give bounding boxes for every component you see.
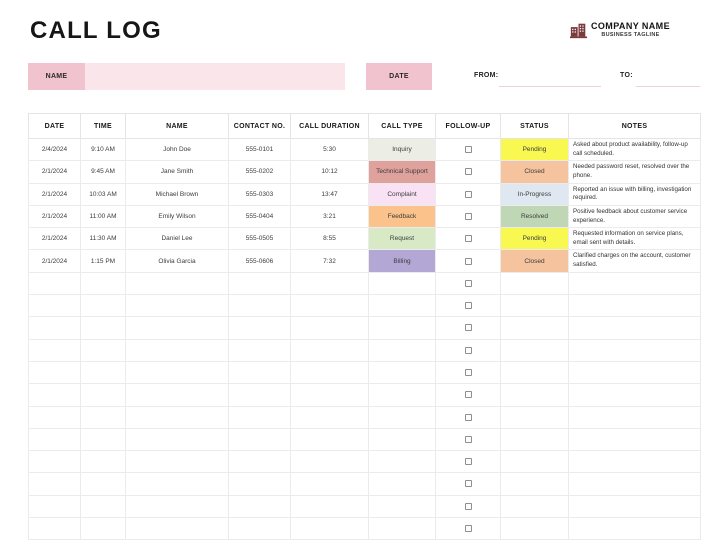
empty-cell-date[interactable] xyxy=(29,317,81,339)
cell-date[interactable]: 2/4/2024 xyxy=(29,139,81,161)
cell-duration[interactable]: 10:12 xyxy=(291,161,369,183)
empty-cell-status[interactable] xyxy=(501,406,569,428)
cell-follow-up xyxy=(436,317,501,339)
empty-table-row xyxy=(29,495,701,517)
empty-cell-time[interactable] xyxy=(81,384,126,406)
empty-table-row xyxy=(29,451,701,473)
cell-follow-up xyxy=(436,406,501,428)
empty-cell-status[interactable] xyxy=(501,361,569,383)
cell-time[interactable]: 1:15 PM xyxy=(81,250,126,272)
empty-cell-date[interactable] xyxy=(29,339,81,361)
empty-cell-notes[interactable] xyxy=(569,361,701,383)
cell-notes[interactable]: Requested information on service plans, email sent with details. xyxy=(569,228,701,250)
empty-cell-notes[interactable] xyxy=(569,272,701,294)
empty-cell-duration[interactable] xyxy=(291,361,369,383)
empty-cell-time[interactable] xyxy=(81,339,126,361)
cell-time[interactable]: 9:10 AM xyxy=(81,139,126,161)
col-header-call-type: CALL TYPE xyxy=(369,114,436,139)
cell-time[interactable]: 9:45 AM xyxy=(81,161,126,183)
empty-cell-status[interactable] xyxy=(501,473,569,495)
cell-date[interactable]: 2/1/2024 xyxy=(29,183,81,205)
empty-cell-contact[interactable] xyxy=(229,518,291,540)
date-filter-label: DATE xyxy=(366,63,432,90)
empty-cell-call-type[interactable] xyxy=(369,295,436,317)
empty-cell-time[interactable] xyxy=(81,451,126,473)
cell-call-type[interactable]: Feedback xyxy=(369,205,436,227)
empty-cell-date[interactable] xyxy=(29,384,81,406)
cell-status[interactable]: Closed xyxy=(501,161,569,183)
cell-follow-up xyxy=(436,339,501,361)
empty-cell-name[interactable] xyxy=(126,495,229,517)
follow-up-checkbox[interactable] xyxy=(465,302,472,309)
empty-cell-date[interactable] xyxy=(29,473,81,495)
empty-cell-duration[interactable] xyxy=(291,317,369,339)
cell-notes[interactable]: Clarified charges on the account, customer satisfied. xyxy=(569,250,701,272)
cell-follow-up xyxy=(436,473,501,495)
cell-status[interactable]: Closed xyxy=(501,250,569,272)
empty-cell-status[interactable] xyxy=(501,295,569,317)
empty-cell-name[interactable] xyxy=(126,384,229,406)
follow-up-checkbox[interactable] xyxy=(465,458,472,465)
cell-contact[interactable]: 555-0303 xyxy=(229,183,291,205)
empty-table-row xyxy=(29,317,701,339)
col-header-contact-no: CONTACT NO. xyxy=(229,114,291,139)
empty-cell-status[interactable] xyxy=(501,384,569,406)
empty-cell-call-type[interactable] xyxy=(369,317,436,339)
cell-duration[interactable]: 7:32 xyxy=(291,250,369,272)
cell-call-type[interactable]: Complaint xyxy=(369,183,436,205)
empty-cell-status[interactable] xyxy=(501,518,569,540)
empty-table-row xyxy=(29,339,701,361)
empty-cell-duration[interactable] xyxy=(291,518,369,540)
empty-cell-call-type[interactable] xyxy=(369,518,436,540)
cell-call-type[interactable]: Request xyxy=(369,228,436,250)
col-header-status: STATUS xyxy=(501,114,569,139)
empty-cell-notes[interactable] xyxy=(569,495,701,517)
table-row xyxy=(29,250,701,272)
empty-cell-contact[interactable] xyxy=(229,495,291,517)
empty-cell-name[interactable] xyxy=(126,473,229,495)
empty-table-row xyxy=(29,361,701,383)
empty-cell-notes[interactable] xyxy=(569,339,701,361)
empty-cell-duration[interactable] xyxy=(291,495,369,517)
brand-text xyxy=(591,21,670,38)
empty-cell-date[interactable] xyxy=(29,451,81,473)
empty-cell-duration[interactable] xyxy=(291,339,369,361)
cell-follow-up xyxy=(436,139,501,161)
cell-date[interactable]: 2/1/2024 xyxy=(29,205,81,227)
name-filter-label: NAME xyxy=(28,63,85,90)
empty-table-row xyxy=(29,473,701,495)
empty-cell-time[interactable] xyxy=(81,473,126,495)
empty-cell-name[interactable] xyxy=(126,406,229,428)
empty-cell-contact[interactable] xyxy=(229,451,291,473)
empty-cell-name[interactable] xyxy=(126,272,229,294)
page-title: CALL LOG xyxy=(30,17,162,44)
empty-cell-name[interactable] xyxy=(126,317,229,339)
cell-notes[interactable]: Asked about product availability, follow-up call scheduled. xyxy=(569,139,701,161)
empty-cell-date[interactable] xyxy=(29,361,81,383)
empty-cell-time[interactable] xyxy=(81,295,126,317)
cell-duration[interactable]: 5:30 xyxy=(291,139,369,161)
name-input-field[interactable] xyxy=(85,63,345,90)
empty-cell-status[interactable] xyxy=(501,339,569,361)
cell-follow-up xyxy=(436,384,501,406)
cell-call-type[interactable]: Billing xyxy=(369,250,436,272)
empty-cell-time[interactable] xyxy=(81,272,126,294)
cell-contact[interactable]: 555-0404 xyxy=(229,205,291,227)
follow-up-checkbox[interactable] xyxy=(465,525,472,532)
follow-up-checkbox[interactable] xyxy=(465,414,472,421)
empty-cell-notes[interactable] xyxy=(569,451,701,473)
follow-up-checkbox[interactable] xyxy=(465,347,472,354)
follow-up-checkbox[interactable] xyxy=(465,280,472,287)
cell-duration[interactable]: 3:21 xyxy=(291,205,369,227)
empty-cell-contact[interactable] xyxy=(229,272,291,294)
from-label: FROM: xyxy=(474,72,499,79)
empty-cell-name[interactable] xyxy=(126,295,229,317)
empty-cell-duration[interactable] xyxy=(291,272,369,294)
empty-cell-call-type[interactable] xyxy=(369,473,436,495)
from-input-line[interactable] xyxy=(499,64,601,87)
follow-up-checkbox[interactable] xyxy=(465,146,472,153)
cell-follow-up xyxy=(436,228,501,250)
follow-up-checkbox[interactable] xyxy=(465,369,472,376)
empty-cell-notes[interactable] xyxy=(569,473,701,495)
cell-follow-up xyxy=(436,183,501,205)
empty-cell-notes[interactable] xyxy=(569,428,701,450)
cell-contact[interactable]: 555-0202 xyxy=(229,161,291,183)
follow-up-checkbox[interactable] xyxy=(465,503,472,510)
empty-cell-status[interactable] xyxy=(501,428,569,450)
empty-cell-call-type[interactable] xyxy=(369,406,436,428)
empty-cell-date[interactable] xyxy=(29,495,81,517)
cell-time[interactable]: 11:30 AM xyxy=(81,228,126,250)
cell-call-type[interactable]: Technical Support xyxy=(369,161,436,183)
table-row xyxy=(29,161,701,183)
empty-table-row xyxy=(29,428,701,450)
cell-name[interactable]: Emily Wilson xyxy=(126,205,229,227)
cell-contact[interactable]: 555-0606 xyxy=(229,250,291,272)
empty-cell-call-type[interactable] xyxy=(369,361,436,383)
empty-cell-contact[interactable] xyxy=(229,406,291,428)
empty-cell-name[interactable] xyxy=(126,451,229,473)
empty-cell-date[interactable] xyxy=(29,272,81,294)
empty-cell-duration[interactable] xyxy=(291,295,369,317)
cell-contact[interactable]: 555-0101 xyxy=(229,139,291,161)
follow-up-checkbox[interactable] xyxy=(465,258,472,265)
empty-cell-name[interactable] xyxy=(126,339,229,361)
empty-cell-status[interactable] xyxy=(501,495,569,517)
empty-cell-status[interactable] xyxy=(501,317,569,339)
empty-cell-time[interactable] xyxy=(81,361,126,383)
empty-cell-name[interactable] xyxy=(126,428,229,450)
cell-follow-up xyxy=(436,361,501,383)
empty-cell-contact[interactable] xyxy=(229,384,291,406)
empty-cell-contact[interactable] xyxy=(229,361,291,383)
empty-table-row xyxy=(29,406,701,428)
follow-up-checkbox[interactable] xyxy=(465,480,472,487)
empty-cell-duration[interactable] xyxy=(291,473,369,495)
empty-cell-notes[interactable] xyxy=(569,406,701,428)
follow-up-checkbox[interactable] xyxy=(465,191,472,198)
cell-notes[interactable]: Positive feedback about customer service experience. xyxy=(569,205,701,227)
col-header-date: DATE xyxy=(29,114,81,139)
cell-status[interactable]: Pending xyxy=(501,139,569,161)
header-row xyxy=(29,114,701,139)
empty-cell-time[interactable] xyxy=(81,406,126,428)
cell-follow-up xyxy=(436,161,501,183)
cell-follow-up xyxy=(436,428,501,450)
cell-call-type[interactable]: Inquiry xyxy=(369,139,436,161)
empty-cell-time[interactable] xyxy=(81,495,126,517)
cell-status[interactable]: Pending xyxy=(501,228,569,250)
empty-cell-duration[interactable] xyxy=(291,384,369,406)
empty-cell-duration[interactable] xyxy=(291,406,369,428)
empty-cell-time[interactable] xyxy=(81,518,126,540)
empty-cell-duration[interactable] xyxy=(291,451,369,473)
empty-cell-call-type[interactable] xyxy=(369,339,436,361)
empty-table-row xyxy=(29,295,701,317)
empty-cell-notes[interactable] xyxy=(569,317,701,339)
to-label: TO: xyxy=(620,72,633,79)
cell-follow-up xyxy=(436,272,501,294)
cell-date[interactable]: 2/1/2024 xyxy=(29,161,81,183)
call-log-table xyxy=(28,113,701,540)
cell-name[interactable]: John Doe xyxy=(126,139,229,161)
empty-cell-status[interactable] xyxy=(501,272,569,294)
cell-follow-up xyxy=(436,518,501,540)
cell-name[interactable]: Daniel Lee xyxy=(126,228,229,250)
empty-cell-contact[interactable] xyxy=(229,317,291,339)
follow-up-checkbox[interactable] xyxy=(465,436,472,443)
empty-cell-date[interactable] xyxy=(29,518,81,540)
empty-cell-call-type[interactable] xyxy=(369,428,436,450)
empty-cell-status[interactable] xyxy=(501,451,569,473)
empty-cell-date[interactable] xyxy=(29,428,81,450)
empty-cell-call-type[interactable] xyxy=(369,384,436,406)
cell-notes[interactable]: Needed password reset, resolved over the phone. xyxy=(569,161,701,183)
cell-name[interactable]: Michael Brown xyxy=(126,183,229,205)
cell-follow-up xyxy=(436,250,501,272)
empty-cell-contact[interactable] xyxy=(229,428,291,450)
follow-up-checkbox[interactable] xyxy=(465,235,472,242)
col-header-follow-up: FOLLOW-UP xyxy=(436,114,501,139)
empty-cell-call-type[interactable] xyxy=(369,272,436,294)
empty-table-row xyxy=(29,272,701,294)
col-header-name: NAME xyxy=(126,114,229,139)
empty-cell-duration[interactable] xyxy=(291,428,369,450)
company-logo-buildings-icon xyxy=(570,22,587,44)
cell-follow-up xyxy=(436,495,501,517)
cell-duration[interactable]: 8:55 xyxy=(291,228,369,250)
business-tagline: BUSINESS TAGLINE xyxy=(601,32,660,38)
to-input-line[interactable] xyxy=(636,64,700,87)
follow-up-checkbox[interactable] xyxy=(465,324,472,331)
col-header-notes: NOTES xyxy=(569,114,701,139)
empty-cell-time[interactable] xyxy=(81,317,126,339)
company-name: COMPANY NAME xyxy=(591,21,670,31)
cell-status[interactable]: In-Progress xyxy=(501,183,569,205)
empty-cell-notes[interactable] xyxy=(569,384,701,406)
cell-time[interactable]: 11:00 AM xyxy=(81,205,126,227)
follow-up-checkbox[interactable] xyxy=(465,168,472,175)
cell-duration[interactable]: 13:47 xyxy=(291,183,369,205)
table-row xyxy=(29,205,701,227)
empty-cell-contact[interactable] xyxy=(229,339,291,361)
follow-up-checkbox[interactable] xyxy=(465,213,472,220)
brand-block xyxy=(570,21,670,44)
cell-notes[interactable]: Reported an issue with billing, investigation required. xyxy=(569,183,701,205)
cell-status[interactable]: Resolved xyxy=(501,205,569,227)
table-row xyxy=(29,183,701,205)
table-row xyxy=(29,228,701,250)
cell-time[interactable]: 10:03 AM xyxy=(81,183,126,205)
cell-follow-up xyxy=(436,205,501,227)
cell-contact[interactable]: 555-0505 xyxy=(229,228,291,250)
cell-date[interactable]: 2/1/2024 xyxy=(29,228,81,250)
follow-up-checkbox[interactable] xyxy=(465,391,472,398)
empty-cell-date[interactable] xyxy=(29,406,81,428)
cell-follow-up xyxy=(436,295,501,317)
cell-date[interactable]: 2/1/2024 xyxy=(29,250,81,272)
table-row xyxy=(29,139,701,161)
empty-cell-name[interactable] xyxy=(126,518,229,540)
empty-cell-call-type[interactable] xyxy=(369,451,436,473)
empty-cell-call-type[interactable] xyxy=(369,495,436,517)
col-header-time: TIME xyxy=(81,114,126,139)
empty-table-row xyxy=(29,384,701,406)
empty-cell-date[interactable] xyxy=(29,295,81,317)
cell-name[interactable]: Jane Smith xyxy=(126,161,229,183)
empty-table-row xyxy=(29,518,701,540)
empty-cell-contact[interactable] xyxy=(229,473,291,495)
empty-cell-name[interactable] xyxy=(126,361,229,383)
col-header-call-duration: CALL DURATION xyxy=(291,114,369,139)
empty-cell-notes[interactable] xyxy=(569,295,701,317)
cell-name[interactable]: Olivia Garcia xyxy=(126,250,229,272)
empty-cell-time[interactable] xyxy=(81,428,126,450)
empty-cell-contact[interactable] xyxy=(229,295,291,317)
empty-cell-notes[interactable] xyxy=(569,518,701,540)
cell-follow-up xyxy=(436,451,501,473)
